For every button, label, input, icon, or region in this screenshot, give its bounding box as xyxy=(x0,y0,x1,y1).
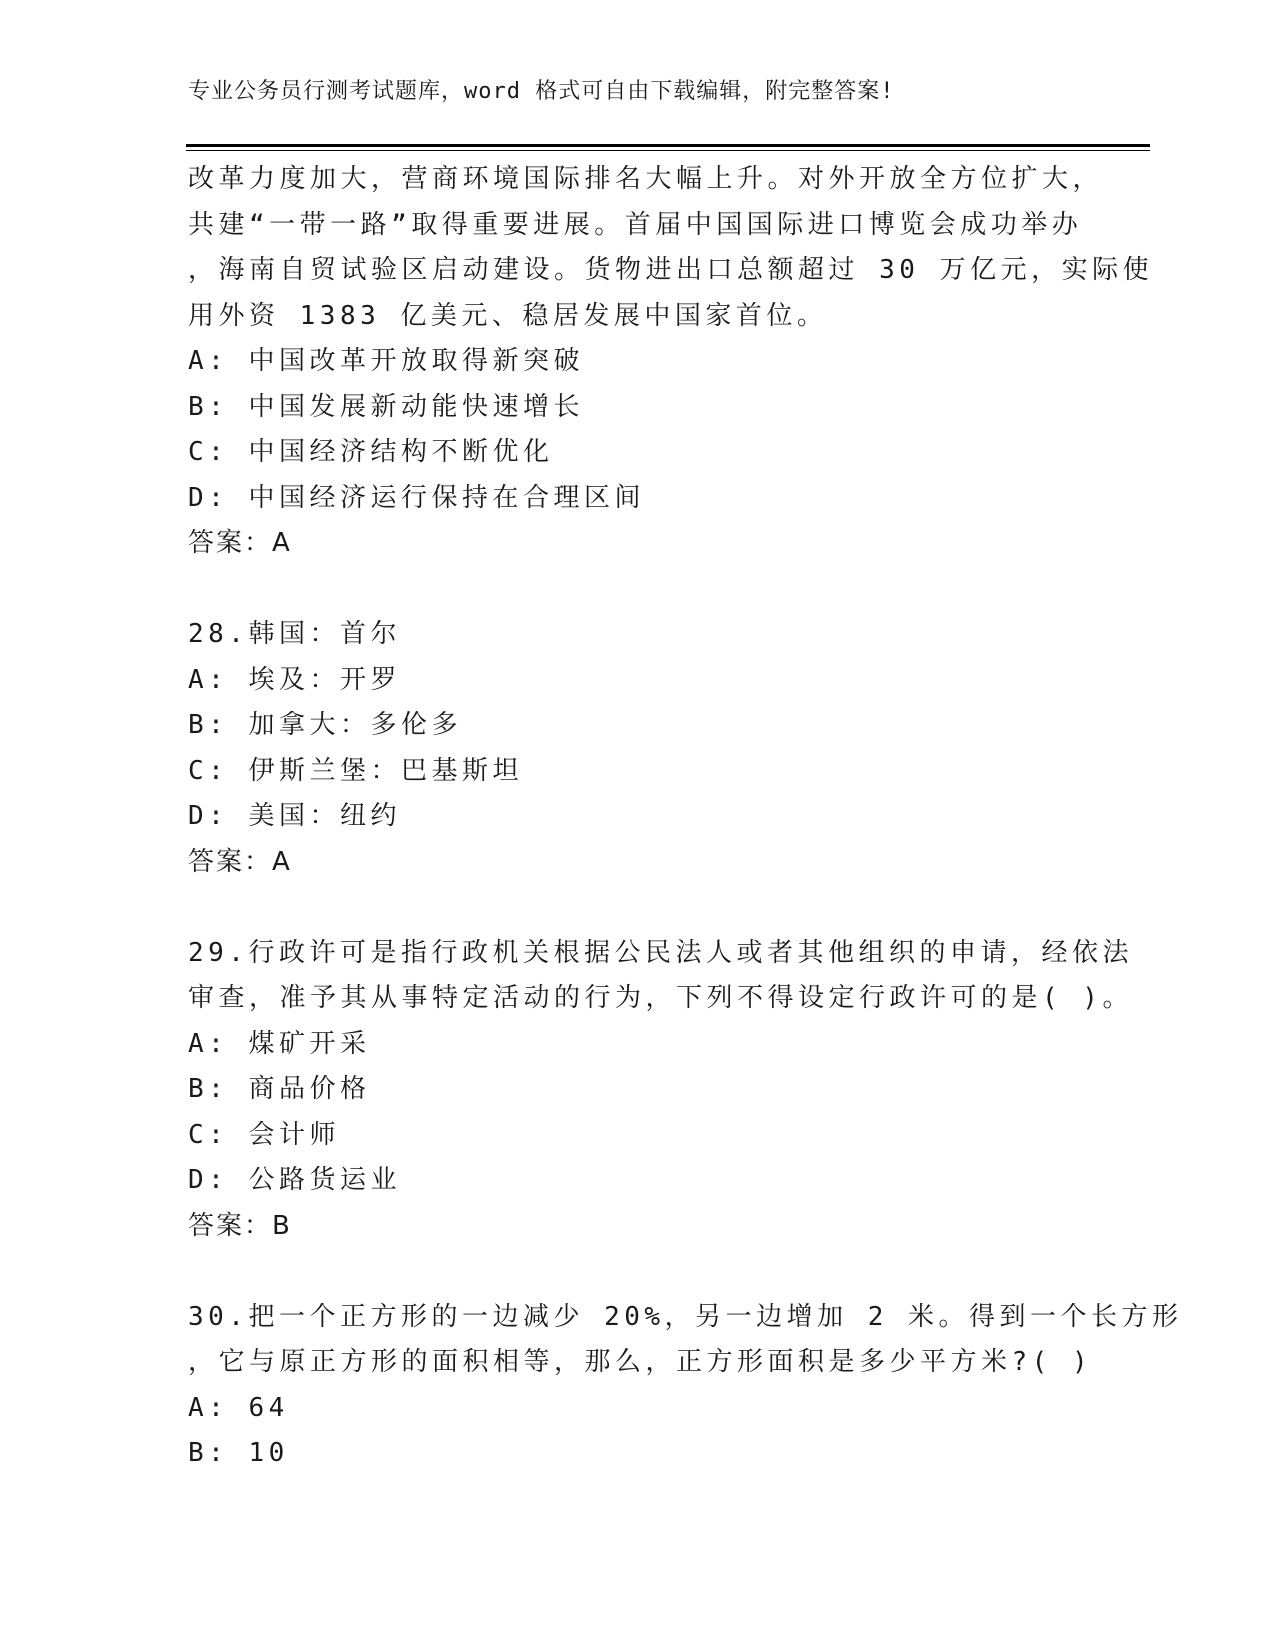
question-text-line: 共建“一带一路”取得重要进展。首届中国国际进口博览会成功举办 xyxy=(188,209,1083,240)
question-text-line: ，它与原正方形的面积相等，那么，正方形面积是多少平方米?( ) xyxy=(188,1347,1093,1377)
option-d: D: 美国：纽约 xyxy=(188,801,401,831)
question-29-block xyxy=(188,931,1133,1250)
question-30-block xyxy=(188,1295,1183,1477)
option-d: D: 公路货运业 xyxy=(188,1165,401,1195)
option-c: C: 伊斯兰堡：巴基斯坦 xyxy=(188,755,523,786)
question-27-block xyxy=(188,157,1154,567)
question-text-line: 29.行政许可是指行政机关根据公民法人或者其他组织的申请，经依法 xyxy=(188,937,1133,968)
header-rule-thick xyxy=(186,144,1150,147)
question-text-line: ，海南自贸试验区启动建设。货物进出口总额超过 30 万亿元，实际使 xyxy=(188,255,1154,285)
answer-line: 答案：A xyxy=(188,846,292,877)
option-b: B: 商品价格 xyxy=(188,1074,371,1104)
option-c: C: 会计师 xyxy=(188,1119,340,1150)
option-a: A: 煤矿开采 xyxy=(188,1028,371,1059)
answer-line: 答案：A xyxy=(188,528,292,558)
option-b: B: 中国发展新动能快速增长 xyxy=(188,391,584,422)
answer-line: 答案：B xyxy=(188,1210,292,1241)
blank-spacer xyxy=(188,1249,1088,1295)
question-text-line: 改革力度加大，营商环境国际排名大幅上升。对外开放全方位扩大， xyxy=(188,164,1104,194)
page-header: 专业公务员行测考试题库，word 格式可自由下载编辑，附完整答案! xyxy=(188,79,895,104)
option-d: D: 中国经济运行保持在合理区间 xyxy=(188,482,645,513)
question-content xyxy=(188,157,1183,1477)
question-text-line: 用外资 1383 亿美元、稳居发展中国家首位。 xyxy=(188,300,828,331)
option-c: C: 中国经济结构不断优化 xyxy=(188,437,554,467)
option-a: A: 64 xyxy=(188,1392,289,1423)
option-b: B: 10 xyxy=(188,1438,289,1468)
blank-spacer xyxy=(188,885,1088,931)
question-text-line: 审查，准予其从事特定活动的行为，下列不得设定行政许可的是( )。 xyxy=(188,983,1133,1013)
option-a: A: 中国改革开放取得新突破 xyxy=(188,346,584,376)
blank-spacer xyxy=(188,567,1088,613)
question-text-line: 30.把一个正方形的一边减少 20%，另一边增加 2 米。得到一个长方形 xyxy=(188,1301,1183,1332)
question-28-block xyxy=(188,612,1088,885)
question-text-line: 28.韩国：首尔 xyxy=(188,619,401,649)
option-a: A: 埃及：开罗 xyxy=(188,664,401,695)
option-b: B: 加拿大：多伦多 xyxy=(188,710,462,740)
header-rule-thin xyxy=(186,150,1150,151)
